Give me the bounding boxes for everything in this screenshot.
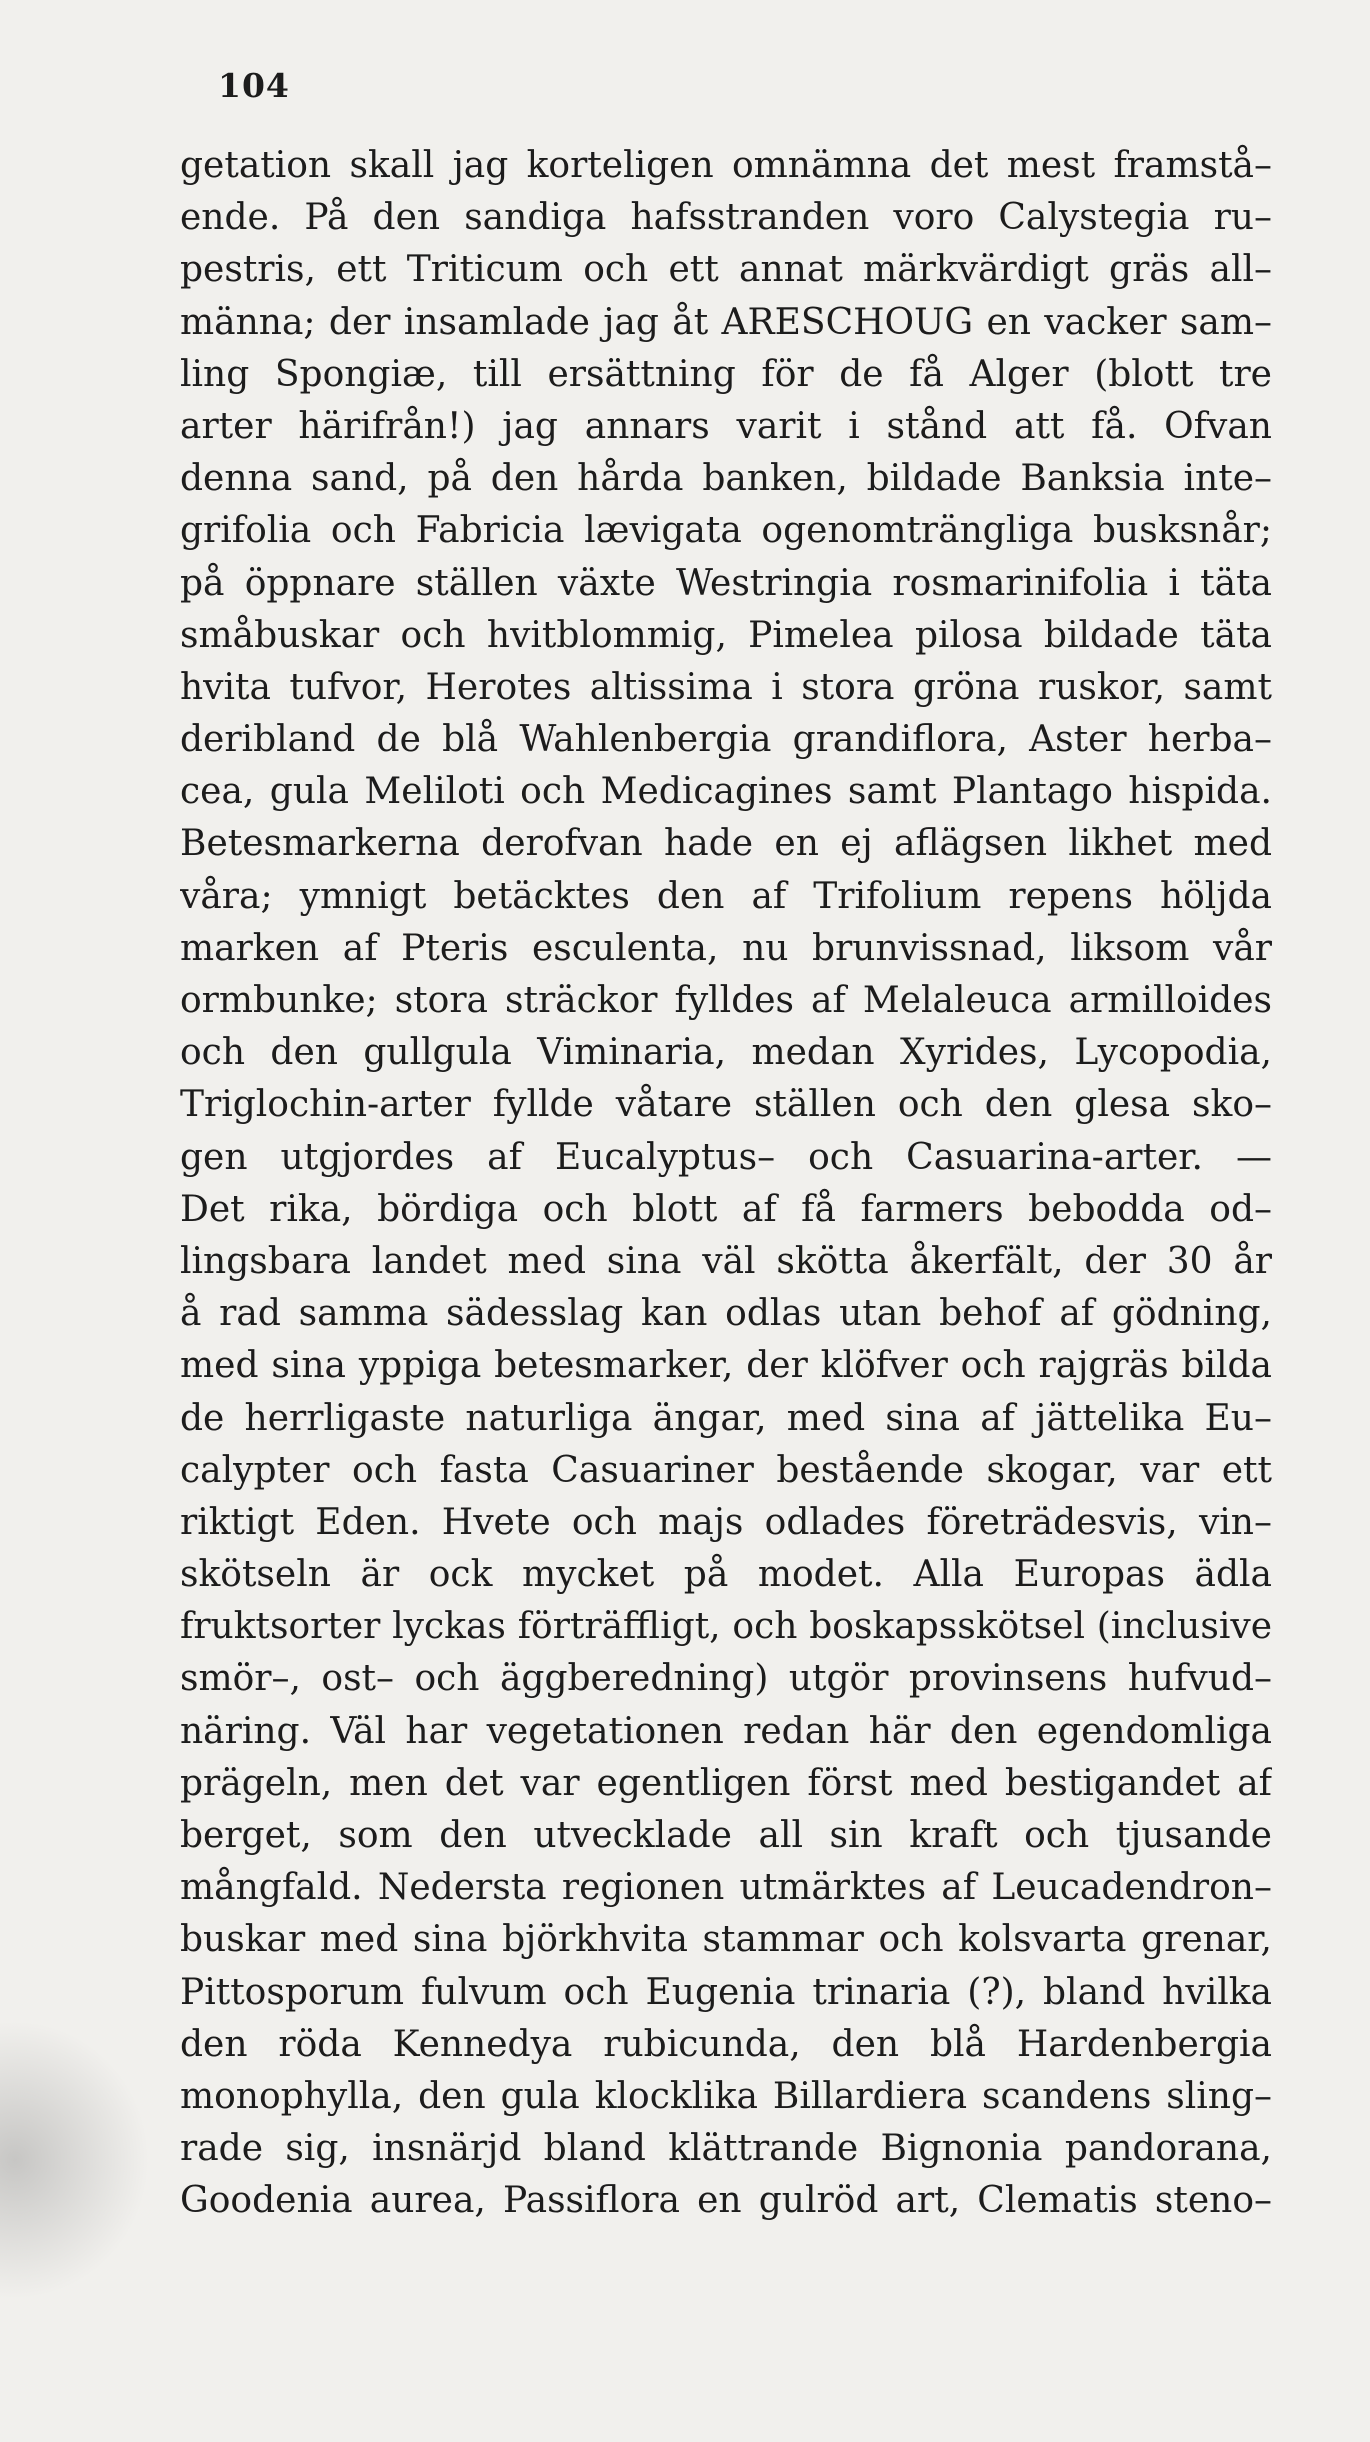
text-line: buskar med sina björkhvita stammar och kolsvarta grenar,: [180, 1919, 1272, 1961]
text-line: på öppnare ställen växte Westringia rosmarinifolia i täta: [180, 562, 1272, 604]
text-line: deribland de blå Wahlenbergia grandiflora, Aster herba–: [180, 719, 1272, 761]
text-line: monophylla, den gula klocklika Billardiera scandens sling–: [180, 2075, 1272, 2117]
text-line: Betesmarkerna derofvan hade en ej aflägsen likhet med: [180, 823, 1272, 865]
text-line: mångfald. Nedersta regionen utmärktes af Leucadendron–: [180, 1867, 1272, 1909]
text-line: våra; ymnigt betäcktes den af Trifolium repens höljda: [180, 875, 1272, 917]
text-line: småbuskar och hvitblommig, Pimelea pilosa bildade täta: [180, 614, 1272, 656]
text-line: Triglochin-arter fyllde våtare ställen och den glesa sko–: [180, 1084, 1272, 1126]
text-line: fruktsorter lyckas förträffligt, och boskapsskötsel (inclusive: [180, 1606, 1272, 1648]
text-line: de herrligaste naturliga ängar, med sina af jättelika Eu–: [180, 1397, 1272, 1439]
text-line: ende. På den sandiga hafsstranden voro Calystegia ru–: [180, 197, 1272, 239]
text-line: Goodenia aurea, Passiflora en gulröd art, Clematis steno–: [180, 2180, 1272, 2222]
scan-shadow: [0, 2020, 150, 2300]
text-line: smör–, ost– och äggberedning) utgör provinsens hufvud–: [180, 1658, 1272, 1700]
text-line: hvita tufvor, Herotes altissima i stora gröna ruskor, samt: [180, 666, 1272, 708]
text-line: å rad samma sädesslag kan odlas utan behof af gödning,: [180, 1293, 1272, 1335]
text-line: ling Spongiæ, till ersättning för de få Alger (blott tre: [180, 353, 1272, 395]
text-line: med sina yppiga betesmarker, der klöfver och rajgräs bilda: [180, 1345, 1272, 1387]
text-line: och den gullgula Viminaria, medan Xyrides, Lycopodia,: [180, 1032, 1272, 1074]
text-line: lingsbara landet med sina väl skötta åkerfält, der 30 år: [180, 1240, 1272, 1282]
text-line: arter härifrån!) jag annars varit i stånd att få. Ofvan: [180, 405, 1272, 447]
body-text: [180, 140, 1272, 2228]
text-line: ormbunke; stora sträckor fylldes af Melaleuca armilloides: [180, 980, 1272, 1021]
text-line: getation skall jag korteligen omnämna det mest framstå–: [180, 145, 1272, 186]
text-line: den röda Kennedya rubicunda, den blå Hardenbergia: [180, 2023, 1272, 2065]
text-line: grifolia och Fabricia lævigata ogenomträngliga busksnår;: [180, 510, 1272, 552]
text-line: berget, som den utvecklade all sin kraft och tjusande: [180, 1815, 1272, 1856]
page-number: 104: [218, 66, 290, 105]
text-line: riktigt Eden. Hvete och majs odlades företrädesvis, vin–: [180, 1501, 1272, 1543]
text-line: Pittosporum fulvum och Eugenia trinaria (?), bland hvilka: [180, 1971, 1272, 2013]
text-line: calypter och fasta Casuariner bestående skogar, var ett: [180, 1449, 1272, 1491]
text-line: Det rika, bördiga och blott af få farmers bebodda od–: [180, 1188, 1272, 1230]
text-line: pestris, ett Triticum och ett annat märkvärdigt gräs all–: [180, 249, 1272, 291]
text-line: näring. Väl har vegetationen redan här den egendomliga: [180, 1710, 1272, 1752]
text-line: denna sand, på den hårda banken, bildade Banksia inte–: [180, 458, 1272, 500]
text-line: rade sig, insnärjd bland klättrande Bignonia pandorana,: [180, 2128, 1272, 2170]
text-line: prägeln, men det var egentligen först med bestigandet af: [180, 1762, 1272, 1804]
text-line: gen utgjordes af Eucalyptus– och Casuarina-arter. —: [180, 1136, 1272, 1178]
text-line: marken af Pteris esculenta, nu brunvissnad, liksom vår: [180, 927, 1272, 969]
text-line: skötseln är ock mycket på modet. Alla Europas ädla: [180, 1554, 1272, 1596]
text-line: männa; der insamlade jag åt ARESCHOUG en vacker sam–: [180, 301, 1272, 343]
text-line: cea, gula Meliloti och Medicagines samt Plantago hispida.: [180, 771, 1272, 813]
